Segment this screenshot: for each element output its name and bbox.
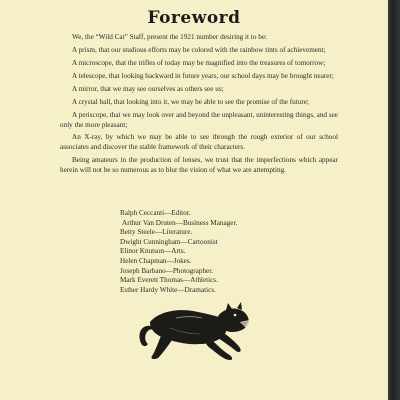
paragraph: A telescope, that looking backward in future years, our school days may be brought nearer;	[72, 71, 334, 80]
paragraph: An X-ray, by which we may be able to see through the rough exterior of our school associates and discover the stable framework of their characters.	[60, 133, 338, 152]
staff-entry: Esther Hardy White—Dramatics.	[120, 285, 216, 294]
staff-entry: Ralph Ceccanti—Editor.	[120, 209, 191, 217]
paragraph: Being amateurs in the production of lenses, we trust that the imperfections which appear herein will not be so numerous as to blur the vision of what we are attempting.	[60, 156, 338, 174]
paragraph: A periscope, that we may look over and beyond the unpleasant, uninteresting things, and see only the more pleasant;	[60, 110, 338, 129]
staff-entry: Joseph Barbano—Photographer.	[120, 266, 214, 275]
paragraph: We, the “Wild Cat” Staff, present the 1921 number desiring it to be:	[72, 33, 268, 41]
staff-entry: Helen Chapman—Jokes.	[120, 256, 192, 265]
wildcat-illustration	[136, 298, 254, 364]
paragraph: A microscope, that the trifles of today may be magnified into the treasures of tomorrow;	[72, 58, 326, 67]
staff-entry: Arthur Van Druten—Business Manager.	[122, 218, 238, 227]
foreword-body	[60, 33, 338, 179]
page-title: Foreword	[147, 8, 241, 28]
paragraph: A prism, that our studious efforts may be colored with the rainbow tints of achievement;	[72, 45, 326, 54]
paragraph: A mirror, that we may see ourselves as others see us;	[72, 84, 224, 93]
staff-entry: Dwight Cunningham—Cartoonist	[120, 237, 218, 246]
staff-entry: Elinor Knutson—Arts.	[120, 247, 186, 256]
staff-entry: Mark Everett Thomas—Athletics.	[120, 276, 218, 285]
paragraph: A crystal ball, that looking into it, we may be able to see the promise of the future;	[72, 97, 309, 106]
staff-list	[120, 209, 320, 295]
book-binding-edge	[388, 0, 400, 400]
staff-entry: Betty Steele—Literature.	[120, 228, 193, 237]
